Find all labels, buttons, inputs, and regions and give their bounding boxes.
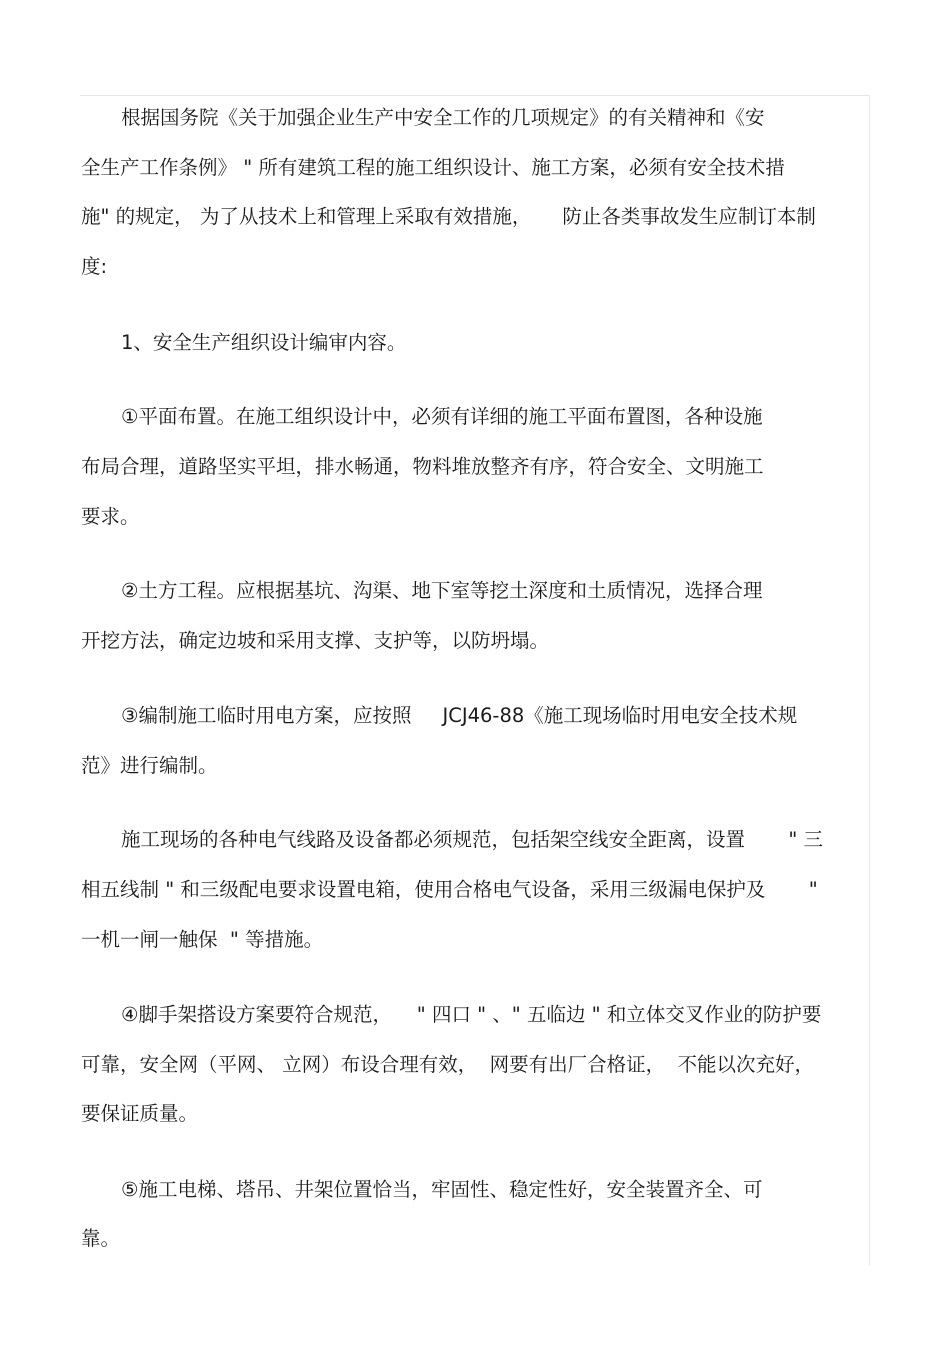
item-3-line-1: ③编制施工临时用电方案，应按照 JCJ46-88《施工现场临时用电安全技术规 (121, 704, 798, 727)
paragraph-intro-line-2: 全生产工作条例》 " 所有建筑工程的施工组织设计、施工方案，必须有安全技术措 (81, 156, 785, 179)
item-2-line-2: 开挖方法，确定边坡和采用支撑、支护等，以防坍塌。 (81, 629, 550, 652)
paragraph-intro-line-4: 度: (81, 255, 108, 278)
electrical-line-3: 一机一闸一触保 " 等措施。 (81, 928, 324, 951)
electrical-line-1: 施工现场的各种电气线路及设备都必须规范，包括架空线安全距离，设置 " 三 (121, 828, 824, 851)
item-4-line-2: 可靠，安全网（平网、 立网）布设合理有效， 网要有出厂合格证， 不能以次充好， (81, 1053, 814, 1076)
item-1-line-2: 布局合理，道路坚实平坦，排水畅通，物料堆放整齐有序，符合安全、文明施工 (81, 455, 764, 478)
item-4-line-1: ④脚手架搭设方案要符合规范， " 四口 " 、" 五临边 " 和立体交叉作业的防护要 (121, 1003, 822, 1026)
page-border-top (80, 95, 870, 96)
electrical-line-2: 相五线制 " 和三级配电要求设置电箱，使用合格电气设备，采用三级漏电保护及 " (81, 878, 818, 901)
paragraph-intro-line-3: 施" 的规定， 为了从技术上和管理上采取有效措施， 防止各类事故发生应制订本制 (81, 205, 816, 228)
item-2-line-1: ②土方工程。应根据基坑、沟渠、地下室等挖土深度和土质情况，选择合理 (121, 579, 763, 602)
item-1-line-3: 要求。 (81, 505, 140, 528)
item-5-line-1: ⑤施工电梯、塔吊、井架位置恰当，牢固性、稳定性好，安全装置齐全、可 (121, 1178, 763, 1201)
page-border-right (869, 95, 870, 1265)
item-1-line-1: ①平面布置。在施工组织设计中，必须有详细的施工平面布置图，各种设施 (121, 405, 763, 428)
item-5-line-2: 靠。 (81, 1227, 121, 1250)
paragraph-intro-line-1: 根据国务院《关于加强企业生产中安全工作的几项规定》的有关精神和《安 (121, 106, 765, 129)
section-heading: 1、安全生产组织设计编审内容。 (121, 331, 407, 354)
item-3-line-2: 范》进行编制。 (81, 754, 218, 777)
item-4-line-3: 要保证质量。 (81, 1102, 199, 1125)
